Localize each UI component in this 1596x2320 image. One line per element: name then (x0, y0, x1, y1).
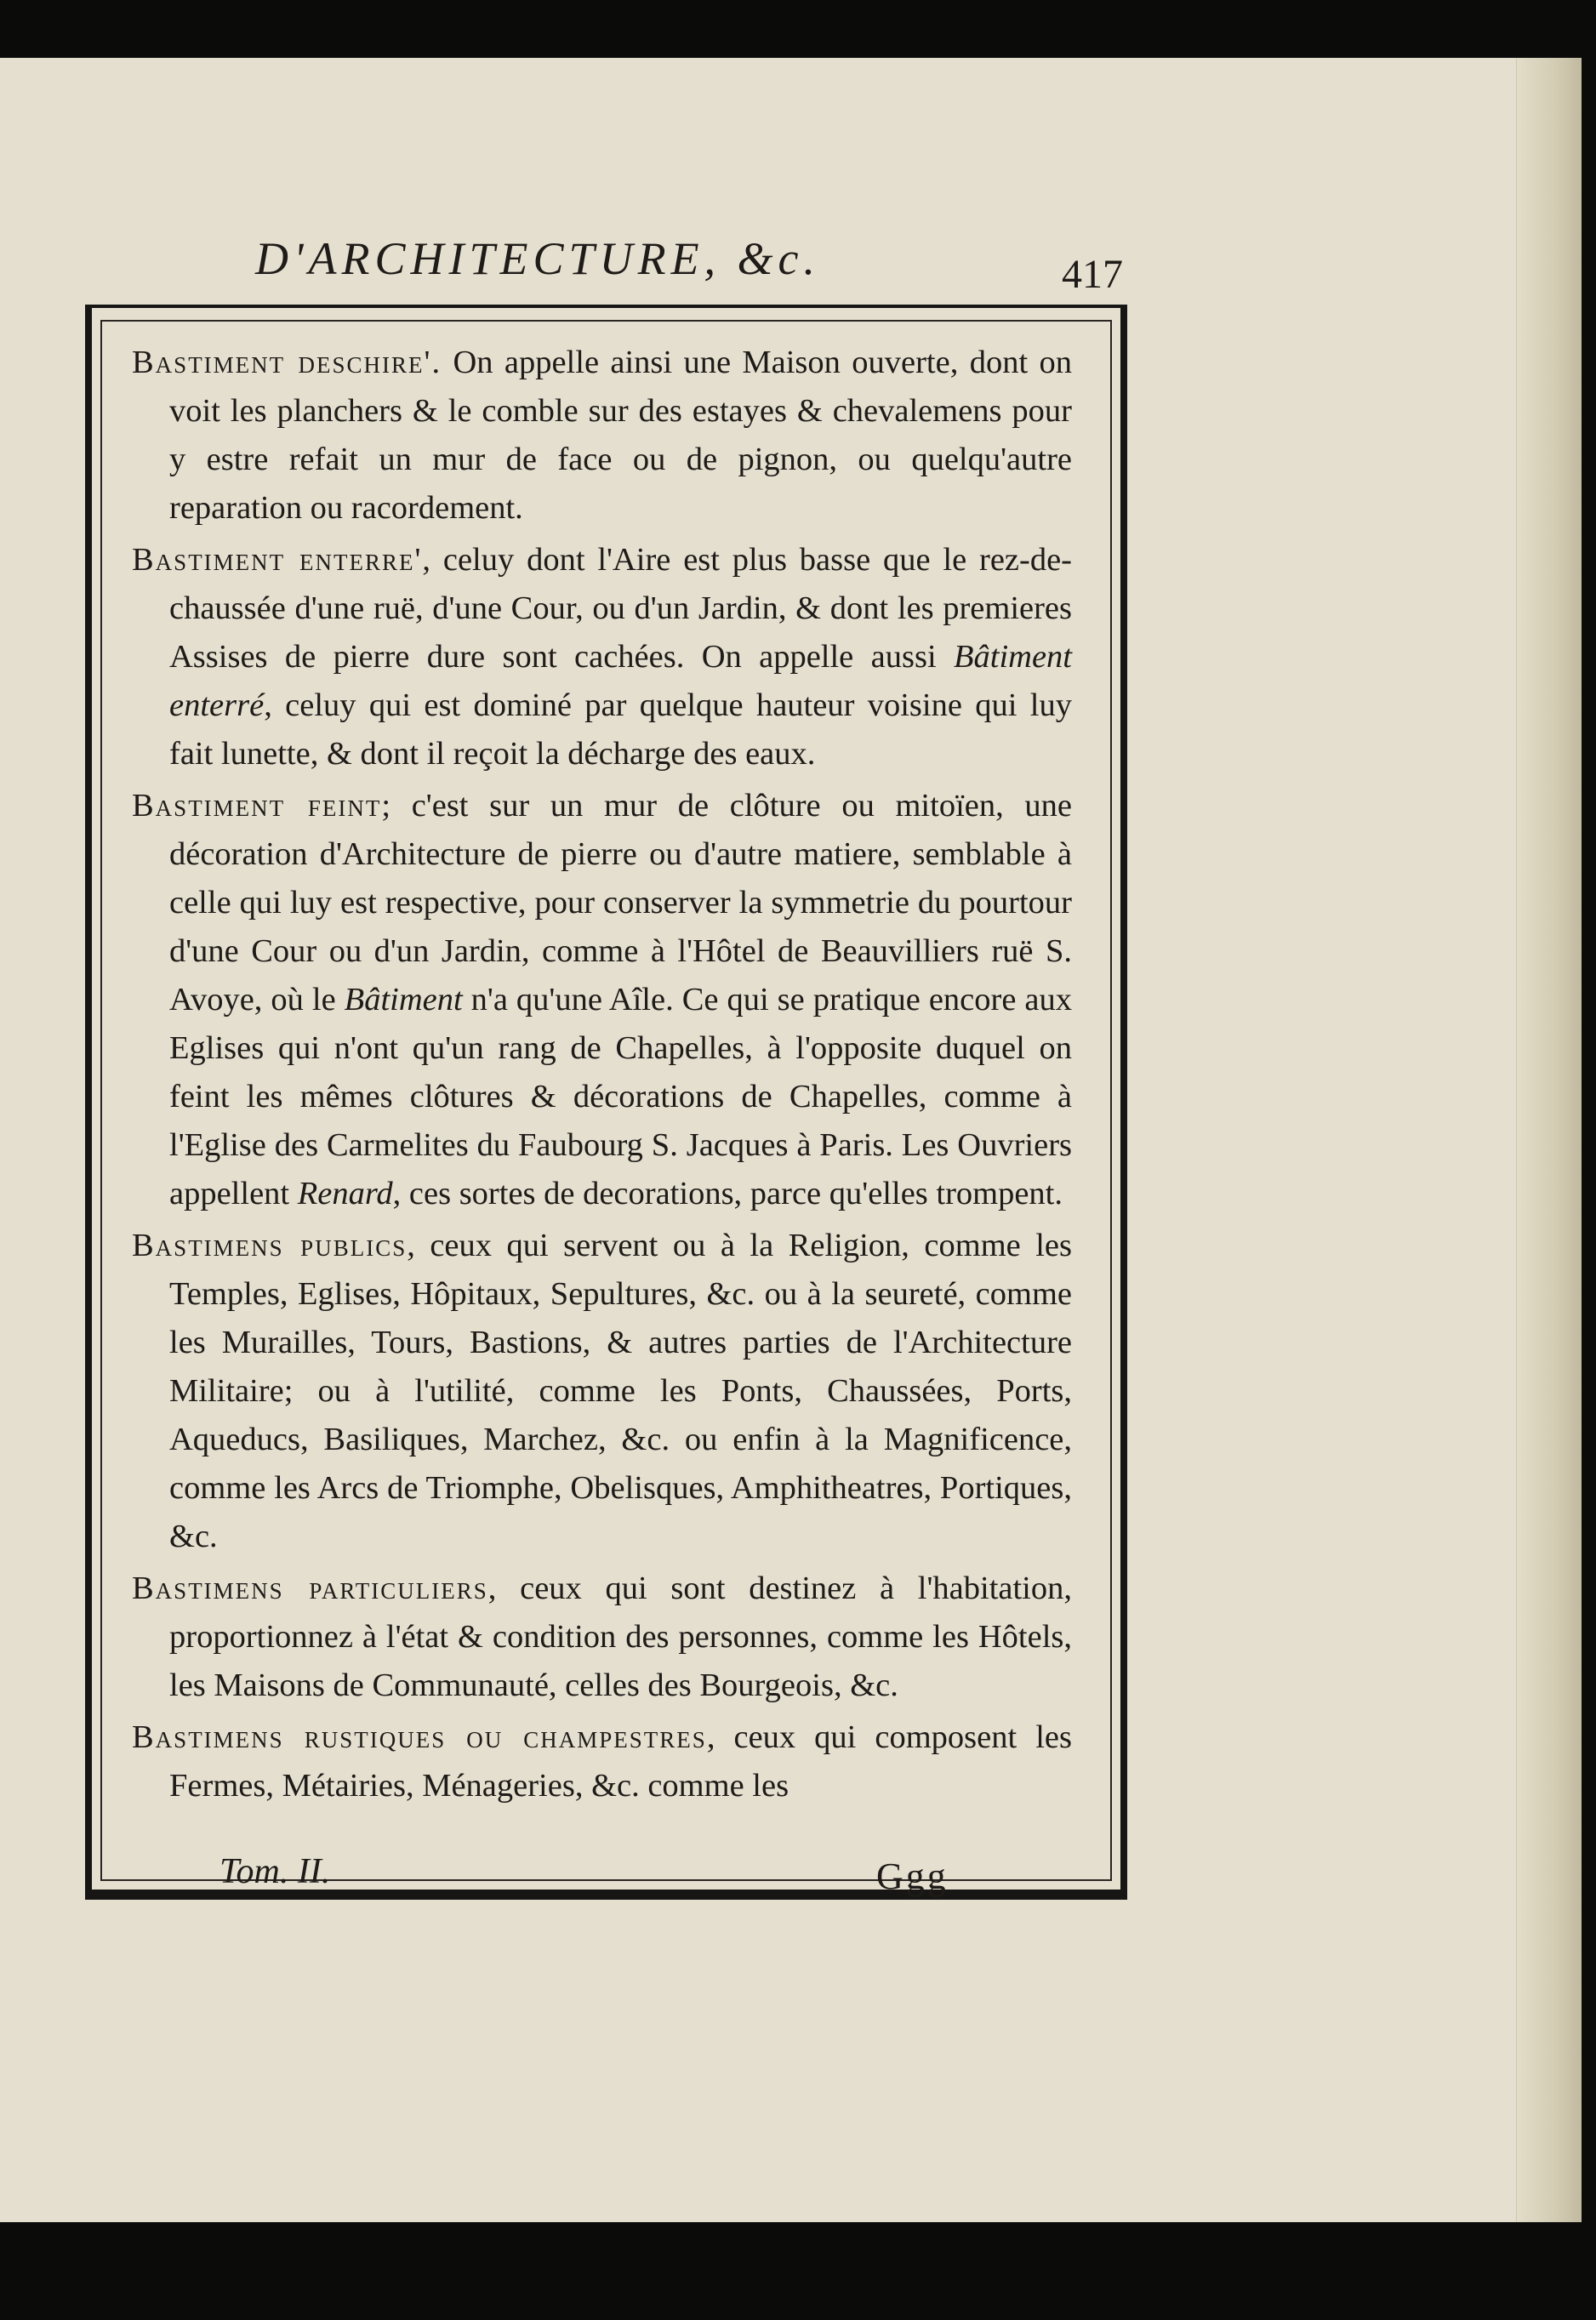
entry-bastiment-feint (132, 782, 1072, 1218)
dictionary-text (132, 339, 1072, 1810)
entry-term: Bastiment feint (132, 788, 382, 824)
entry-text: , celuy dont l'Aire est plus basse que le rez-de-chaussée d'une ruë, d'une Cour, ou d'un Jardin, & dont les premieres Assises de pierre dure sont cachées. On appelle aussi (169, 542, 1072, 675)
entry-text: , celuy qui est dominé par quelque hauteur voisine qui luy fait lunette, & dont il reçoit la décharge des eaux. (169, 687, 1072, 772)
entry-bastimens-rustiques (132, 1713, 1072, 1810)
entry-term: Bastiment enterre' (132, 542, 423, 578)
entry-text: n'a qu'une Aîle. Ce qui se pratique encore aux Eglises qui n'ont qu'un rang de Chapelles, à l'opposite duquel on feint les mêmes clôtures & décorations de Chapelles, comme à l'Eglise des Carmelites du Faubourg S. Jacques à Paris. Les Ouvriers appellent (169, 982, 1072, 1211)
entry-italic-term: Bâtiment enterré (169, 639, 1072, 723)
signature-mark: Ggg (876, 1855, 949, 1897)
entry-term: Bastimens particuliers (132, 1570, 488, 1606)
entry-term: Bastimens publics (132, 1228, 408, 1263)
entry-bastimens-publics (132, 1222, 1072, 1561)
book-page (0, 58, 1581, 2222)
entry-bastimens-particuliers (132, 1565, 1072, 1710)
entry-text: ; c'est sur un mur de clôture ou mitoïen, une décoration d'Architecture de pierre ou d'autre matiere, semblable à celle qui luy est respective, pour conserver la symmetrie du pourtour d'une Cour ou d'un Jardin, comme à l'Hôtel de Beauvilliers ruë S. Avoye, où le (169, 788, 1072, 1017)
volume-label: Tom. II. (219, 1852, 331, 1891)
entry-text: , ces sortes de decorations, parce qu'elles trompent. (392, 1176, 1063, 1211)
entry-text: On appelle ainsi une Maison ouverte, dont on voit les planchers & le comble sur des estayes & chevalemens pour y estre refait un mur de face ou de pignon, ou quelqu'autre reparation ou racordement. (169, 345, 1072, 526)
entry-text: , ceux qui composent les Fermes, Métairies, Ménageries, &c. comme les (169, 1719, 1072, 1804)
entry-bastiment-deschire (132, 339, 1072, 533)
entry-italic-term: Bâtiment (344, 982, 463, 1017)
entry-term: Bastimens rustiques ou champestres (132, 1719, 707, 1755)
entry-bastiment-enterre (132, 536, 1072, 778)
entry-italic-term: Renard (297, 1176, 393, 1211)
entry-text: , ceux qui sont destinez à l'habitation, proportionnez à l'état & condition des personnes, comme les Hôtels, les Maisons de Communauté, celles des Bourgeois, &c. (169, 1570, 1072, 1703)
entry-term: Bastiment deschire'. (132, 345, 442, 380)
page-number: 417 (1062, 252, 1123, 297)
page-edge (1516, 58, 1582, 2222)
running-title: D'ARCHITECTURE, &c. (255, 233, 821, 284)
entry-text: , ceux qui servent ou à la Religion, comme les Temples, Eglises, Hôpitaux, Sepultures, &c. ou à la seureté, comme les Murailles, Tours, Bastions, & autres parties de l'Architecture Militaire; ou à l'utilité, comme les Ponts, Chaussées, Ports, Aqueducs, Basiliques, Marchez, &c. ou enfin à la Magnificence, comme les Arcs de Triomphe, Obelisques, Amphitheatres, Portiques, &c. (169, 1228, 1072, 1554)
